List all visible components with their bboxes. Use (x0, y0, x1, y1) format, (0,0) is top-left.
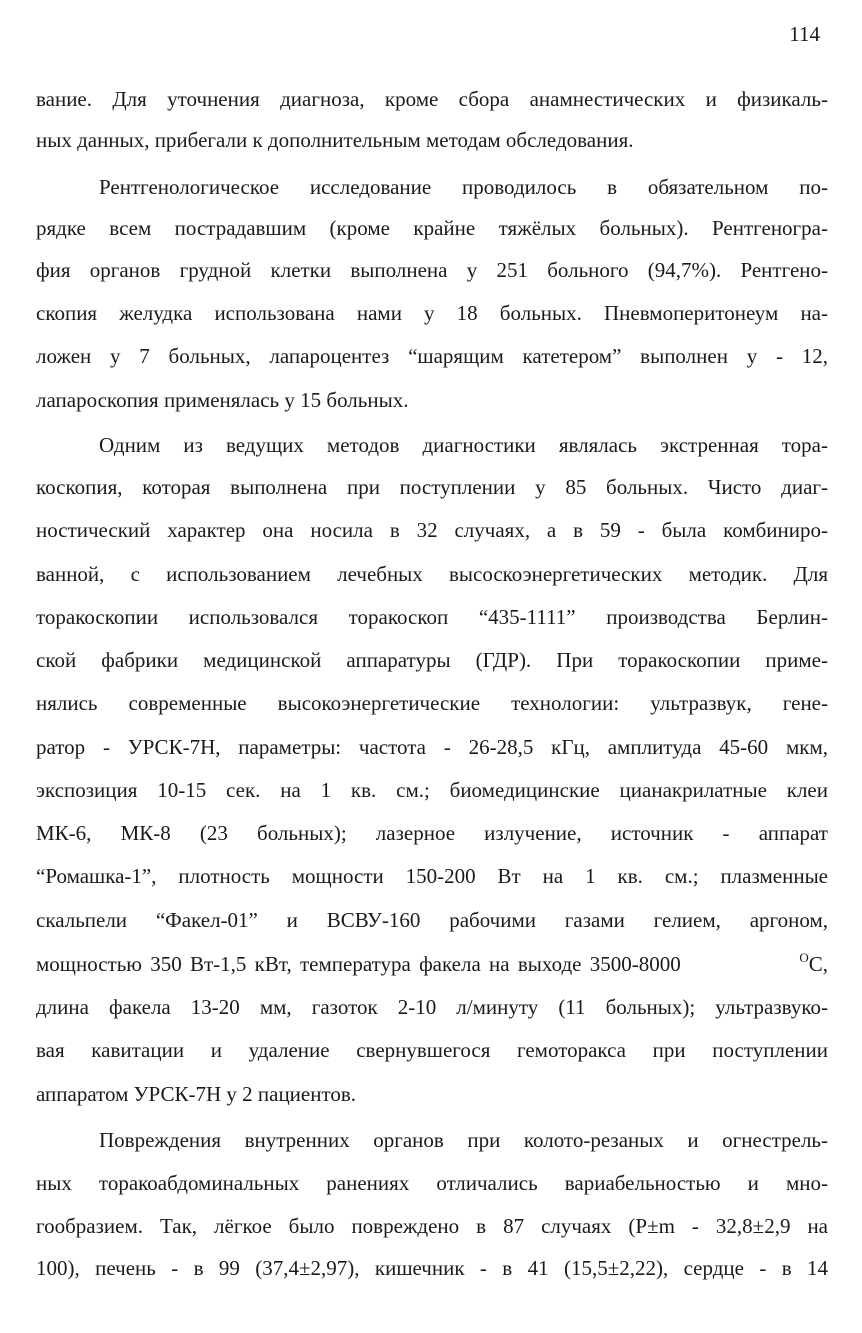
text-line: рядке всем пострадавшим (кроме крайне тяжёлых больных). Рентгеногра- (36, 216, 828, 240)
text-line: ратор - УРСК-7Н, параметры: частота - 26-28,5 кГц, амплитуда 45-60 мкм, (36, 735, 828, 759)
text-segment: С, (808, 952, 828, 976)
text-line: гообразием. Так, лёгкое было повреждено в 87 случаях (P±m - 32,8±2,9 на (36, 1214, 828, 1238)
text-line: длина факела 13-20 мм, газоток 2-10 л/минуту (11 больных); ультразвуко- (36, 995, 828, 1019)
temperature-unit (799, 950, 828, 978)
text-line: Повреждения внутренних органов при колото-резаных и огнестрель- (99, 1128, 828, 1152)
text-line: вание. Для уточнения диагноза, кроме сбора анамнестических и физикаль- (36, 87, 828, 111)
text-line: ской фабрики медицинской аппаратуры (ГДР). При торакоскопии приме- (36, 648, 828, 672)
text-line: ных торакоабдоминальных ранениях отличались вариабельностью и мно- (36, 1171, 828, 1195)
text-line: МК-6, МК-8 (23 больных); лазерное излучение, источник - аппарат (36, 821, 828, 845)
text-line (36, 950, 828, 978)
text-line: нялись современные высокоэнергетические технологии: ультразвук, гене- (36, 691, 828, 715)
page-number: 114 (789, 22, 820, 46)
text-line: скальпели “Факел-01” и ВСВУ-160 рабочими газами гелием, аргоном, (36, 908, 828, 932)
text-line: фия органов грудной клетки выполнена у 251 больного (94,7%). Рентгено- (36, 258, 828, 282)
text-line: “Ромашка-1”, плотность мощности 150-200 Вт на 1 кв. см.; плазменные (36, 864, 828, 888)
degree-superscript: O (799, 950, 809, 965)
text-line: ванной, с использованием лечебных высоскоэнергетических методик. Для (36, 562, 828, 586)
text-line: аппаратом УРСК-7Н у 2 пациентов. (36, 1082, 357, 1106)
text-line: ностический характер она носила в 32 случаях, а в 59 - была комбиниро- (36, 518, 828, 542)
text-line: лапароскопия применялась у 15 больных. (36, 388, 409, 412)
text-line: ложен у 7 больных, лапароцентез “шарящим катетером” выполнен у - 12, (36, 344, 828, 368)
text-line: Одним из ведущих методов диагностики являлась экстренная тора- (99, 433, 828, 457)
text-line: коскопия, которая выполнена при поступлении у 85 больных. Чисто диаг- (36, 475, 828, 499)
text-line: Рентгенологическое исследование проводилось в обязательном по- (99, 175, 828, 199)
text-line: вая кавитации и удаление свернувшегося гемоторакса при поступлении (36, 1038, 828, 1062)
text-line: ных данных, прибегали к дополнительным методам обследования. (36, 128, 634, 152)
text-line: экспозиция 10-15 сек. на 1 кв. см.; биомедицинские цианакрилатные клеи (36, 778, 828, 802)
text-line: 100), печень - в 99 (37,4±2,97), кишечник - в 41 (15,5±2,22), сердце - в 14 (36, 1256, 828, 1280)
text-line: торакоскопии использовался торакоскоп “435-1111” производства Берлин- (36, 605, 828, 629)
text-line: скопия желудка использована нами у 18 больных. Пневмоперитонеум на- (36, 301, 828, 325)
text-segment: мощностью 350 Вт-1,5 кВт, температура факела на выходе 3500-8000 (36, 952, 681, 976)
